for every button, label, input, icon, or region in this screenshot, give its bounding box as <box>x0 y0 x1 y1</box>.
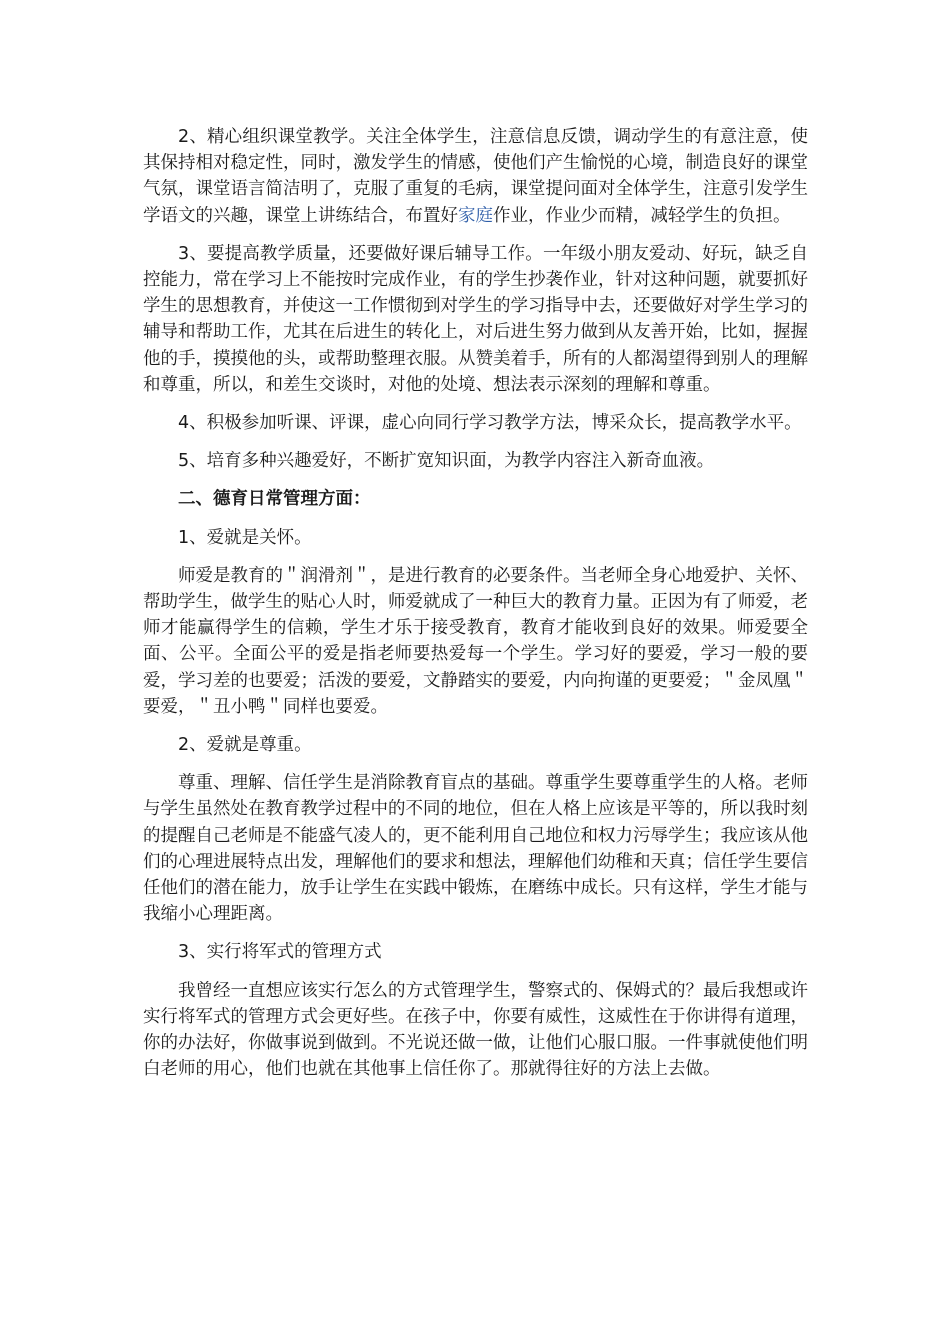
paragraph-teacher-love: 师爱是教育的＂润滑剂＂，是进行教育的必要条件。当老师全身心地爱护、关怀、帮助学生，做学生的贴心人时，师爱就成了一种巨大的教育力量。正因为有了师爱，老师才能赢得学生的信赖，学生才乐于接受教育，教育才能收到良好的效果。师爱要全面、公平。全面公平的爱是指老师要热爱每一个学生。学习好的要爱，学习一般的要爱，学习差的也要爱；活泼的要爱，文静踏实的要爱，内向拘谨的更要爱；＂金凤凰＂要爱，＂丑小鸭＂同样也要爱。 <box>143 565 808 717</box>
document-page <box>143 124 808 1095</box>
paragraph-after-class-tutoring: 3、要提高教学质量，还要做好课后辅导工作。一年级小朋友爱动、好玩，缺乏自控能力，常在学习上不能按时完成作业，有的学生抄袭作业，针对这种问题，就要抓好学生的思想教育，并使这一工作惯彻到对学生的学习指导中去，还要做好对学生学习的辅导和帮助工作，尤其在后进生的转化上，对后进生努力做到从友善开始，比如，握握他的手，摸摸他的头，或帮助整理衣服。从赞美着手，所有的人都渴望得到别人的理解和尊重，所以，和差生交谈时，对他的处境、想法表示深刻的理解和尊重。 <box>143 243 808 395</box>
section-heading-moral-education: 二、德育日常管理方面： <box>178 489 371 510</box>
paragraph-lesson-observation: 4、积极参加听课、评课，虚心向同行学习教学方法，博采众长，提高教学水平。 <box>178 413 802 434</box>
family-link[interactable]: 家庭 <box>458 205 493 226</box>
paragraph-respect-students: 尊重、理解、信任学生是消除教育盲点的基础。尊重学生要尊重学生的人格。老师与学生虽然处在教育教学过程中的不同的地位，但在人格上应该是平等的，所以我时刻的提醒自己老师是不能盛气凌人的，更不能利用自己地位和权力污辱学生；我应该从他们的心理进展特点出发，理解他们的要求和想法，理解他们幼稚和天真；信任学生要信任他们的潜在能力，放手让学生在实践中锻炼，在磨练中成长。只有这样，学生才能与我缩小心理距离。 <box>143 773 808 925</box>
subheading-love-is-care: 1、爱就是关怀。 <box>178 527 312 548</box>
paragraph-text: 2、精心组织课堂教学。关注全体学生，注意信息反馈，调动学生的有意注意，使其保持相对稳定性，同时，激发学生的情感，使他们产生愉悦的心境，制造良好的课堂气氛，课堂语言简洁明了，克服了重复的毛病，课堂提问面对全体学生，注意引发学生学语文的兴趣，课堂上讲练结合，布置好 <box>143 127 808 226</box>
subheading-general-style-management: 3、实行将军式的管理方式 <box>178 942 382 963</box>
paragraph-text: 作业，作业少而精，减轻学生的负担。 <box>493 205 791 226</box>
subheading-love-is-respect: 2、爱就是尊重。 <box>178 735 312 756</box>
paragraph-interests: 5、培育多种兴趣爱好，不断扩宽知识面，为教学内容注入新奇血液。 <box>178 451 715 472</box>
paragraph-general-style-management: 我曾经一直想应该实行怎么的方式管理学生，警察式的、保姆式的？最后我想或许实行将军式的管理方式会更好些。在孩子中，你要有威性，这威性在于你讲得有道理，你的办法好，你做事说到做到。不光说还做一做，让他们心服口服。一件事就使他们明白老师的用心，他们也就在其他事上信任你了。那就得往好的方法上去做。 <box>143 980 808 1080</box>
paragraph-classroom-teaching <box>143 124 808 229</box>
